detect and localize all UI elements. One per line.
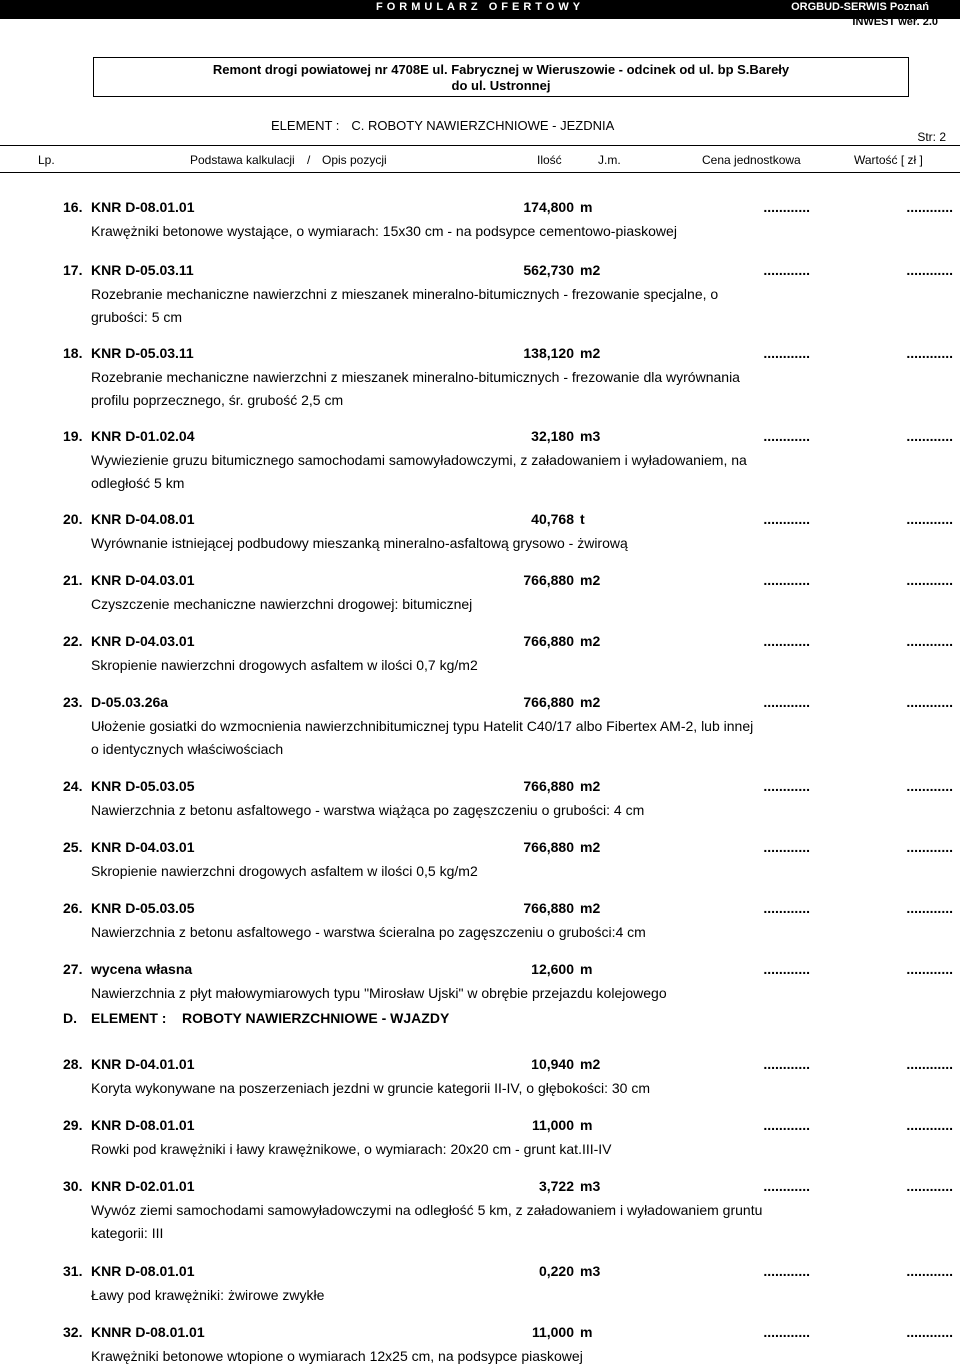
item-unit-price: ............ <box>763 262 810 278</box>
item-number: 24. <box>63 778 83 794</box>
item-summary-line <box>0 1260 960 1282</box>
cost-item-row <box>0 630 960 673</box>
item-code: KNR D-05.03.05 <box>91 778 195 794</box>
project-title-line-2: do ul. Ustronnej <box>451 78 551 93</box>
item-description: Skropienie nawierzchni drogowych asfaltem w ilości 0,7 kg/m2 <box>91 657 478 673</box>
item-number: 28. <box>63 1056 83 1072</box>
item-unit: m <box>580 1117 593 1133</box>
item-unit-price: ............ <box>763 778 810 794</box>
item-unit-price: ............ <box>763 1324 810 1340</box>
item-quantity: 766,880 <box>523 694 574 710</box>
item-unit-price: ............ <box>763 1263 810 1279</box>
software-version: INWEST wer. 2.0 <box>852 16 938 28</box>
item-value: ............ <box>906 778 953 794</box>
cost-item-row <box>0 1114 960 1157</box>
item-summary-line <box>0 342 960 364</box>
item-unit: m <box>580 1324 593 1340</box>
item-unit: m3 <box>580 1263 601 1279</box>
item-value: ............ <box>906 199 953 215</box>
item-quantity: 766,880 <box>523 572 574 588</box>
column-header-unit: J.m. <box>598 153 621 167</box>
section-letter: D. <box>63 1010 77 1026</box>
item-code: KNR D-04.03.01 <box>91 633 195 649</box>
item-value: ............ <box>906 511 953 527</box>
item-unit: m <box>580 961 593 977</box>
item-code: KNR D-02.01.01 <box>91 1178 195 1194</box>
cost-item-row <box>0 1053 960 1096</box>
item-code: wycena własna <box>91 961 193 977</box>
item-description: Rozebranie mechaniczne nawierzchni z mieszanek mineralno-bitumicznych - frezowanie dla wyrównania profilu poprzecznego, śr. grubość 2,5 cm <box>91 369 740 408</box>
item-number: 20. <box>63 511 83 527</box>
item-code: KNR D-05.03.05 <box>91 900 195 916</box>
cost-item-row <box>0 259 960 325</box>
item-unit: t <box>580 511 585 527</box>
item-unit: m2 <box>580 633 601 649</box>
element-label: ELEMENT : <box>271 118 340 133</box>
item-description: Ułożenie gosiatki do wzmocnienia nawierzchnibitumicznej typu Hatelit C40/17 albo Fibertex AM-2, lub innej o identycznych właściwościach <box>91 718 754 757</box>
item-code: D-05.03.26a <box>91 694 169 710</box>
item-quantity: 32,180 <box>531 428 574 444</box>
item-value: ............ <box>906 572 953 588</box>
item-quantity: 562,730 <box>523 262 574 278</box>
item-summary-line <box>0 569 960 591</box>
item-summary-line <box>0 1114 960 1136</box>
item-number: 30. <box>63 1178 83 1194</box>
item-value: ............ <box>906 694 953 710</box>
item-quantity: 766,880 <box>523 900 574 916</box>
item-value: ............ <box>906 961 953 977</box>
item-code: KNR D-08.01.01 <box>91 199 195 215</box>
item-description: Czyszczenie mechaniczne nawierzchni drogowej: bitumicznej <box>91 596 473 612</box>
item-unit: m3 <box>580 1178 601 1194</box>
element-name: C. ROBOTY NAWIERZCHNIOWE - JEZDNIA <box>351 118 615 133</box>
item-quantity: 0,220 <box>538 1263 574 1279</box>
item-summary-line <box>0 259 960 281</box>
item-unit: m2 <box>580 839 601 855</box>
item-value: ............ <box>906 839 953 855</box>
cost-item-row <box>0 691 960 757</box>
item-quantity: 766,880 <box>523 839 574 855</box>
item-code: KNR D-01.02.04 <box>91 428 195 444</box>
item-quantity: 11,000 <box>531 1117 574 1133</box>
cost-item-row <box>0 775 960 818</box>
item-description: Krawężniki betonowe wtopione o wymiarach 12x25 cm, na podsypce piaskowej <box>91 1348 583 1364</box>
cost-item-row <box>0 897 960 940</box>
item-description: Nawierzchnia z betonu asfaltowego - warstwa wiążąca po zagęszczeniu o grubości: 4 cm <box>91 802 645 818</box>
item-description: Krawężniki betonowe wystające, o wymiarach: 15x30 cm - na podsypce cementowo-piaskowej <box>91 223 677 239</box>
cost-item-row <box>0 1175 960 1241</box>
item-unit: m2 <box>580 900 601 916</box>
item-number: 27. <box>63 961 83 977</box>
item-unit-price: ............ <box>763 1178 810 1194</box>
item-quantity: 11,000 <box>531 1324 574 1340</box>
item-value: ............ <box>906 345 953 361</box>
cost-item-row <box>0 1260 960 1303</box>
item-unit-price: ............ <box>763 345 810 361</box>
item-number: 25. <box>63 839 83 855</box>
item-unit-price: ............ <box>763 961 810 977</box>
item-summary-line <box>0 630 960 652</box>
item-value: ............ <box>906 1324 953 1340</box>
item-code: KNR D-04.01.01 <box>91 1056 195 1072</box>
cost-item-row <box>0 196 960 239</box>
cost-item-row <box>0 425 960 491</box>
item-unit: m2 <box>580 262 601 278</box>
item-value: ............ <box>906 428 953 444</box>
item-unit-price: ............ <box>763 199 810 215</box>
cost-item-row <box>0 958 960 1001</box>
item-unit-price: ............ <box>763 572 810 588</box>
section-element-label: ELEMENT : <box>91 1010 167 1026</box>
item-quantity: 766,880 <box>523 778 574 794</box>
item-unit: m3 <box>580 428 601 444</box>
item-summary-line <box>0 897 960 919</box>
item-unit-price: ............ <box>763 1056 810 1072</box>
item-quantity: 10,940 <box>531 1056 574 1072</box>
column-header-separator: / <box>307 153 311 167</box>
item-description: Wyrównanie istniejącej podbudowy mieszanką mineralno-asfaltową grysowo - żwirową <box>91 535 628 551</box>
item-number: 19. <box>63 428 83 444</box>
item-unit-price: ............ <box>763 694 810 710</box>
item-quantity: 766,880 <box>523 633 574 649</box>
cost-item-row <box>0 1321 960 1364</box>
column-header-lp: Lp. <box>38 153 55 167</box>
item-summary-line <box>0 1175 960 1197</box>
item-number: 18. <box>63 345 83 361</box>
item-code: KNNR D-08.01.01 <box>91 1324 205 1340</box>
item-quantity: 40,768 <box>531 511 574 527</box>
form-title: FORMULARZ OFERTOWY <box>376 1 585 13</box>
cost-item-row <box>0 569 960 612</box>
section-element-name: ROBOTY NAWIERZCHNIOWE - WJAZDY <box>182 1010 450 1026</box>
item-code: KNR D-04.08.01 <box>91 511 195 527</box>
item-unit: m2 <box>580 572 601 588</box>
item-value: ............ <box>906 1117 953 1133</box>
item-description: Rozebranie mechaniczne nawierzchni z mieszanek mineralno-bitumicznych - frezowanie specjalne, o grubości: 5 cm <box>91 286 719 325</box>
item-description: Koryta wykonywane na poszerzeniach jezdni w gruncie kategorii II-IV, o głębokości: 30 cm <box>91 1080 650 1096</box>
item-number: 21. <box>63 572 83 588</box>
column-header-value: Wartość [ zł ] <box>854 153 923 167</box>
item-quantity: 138,120 <box>523 345 574 361</box>
item-value: ............ <box>906 633 953 649</box>
cost-item-row <box>0 836 960 879</box>
item-number: 23. <box>63 694 83 710</box>
item-code: KNR D-05.03.11 <box>91 345 194 361</box>
item-unit: m2 <box>580 778 601 794</box>
item-summary-line <box>0 958 960 980</box>
item-unit: m2 <box>580 694 601 710</box>
item-number: 29. <box>63 1117 83 1133</box>
item-unit: m2 <box>580 345 601 361</box>
item-quantity: 12,600 <box>531 961 574 977</box>
item-description: Nawierzchnia z betonu asfaltowego - warstwa ścieralna po zagęszczeniu o grubości:4 cm <box>91 924 646 940</box>
item-value: ............ <box>906 900 953 916</box>
item-value: ............ <box>906 262 953 278</box>
item-number: 16. <box>63 199 83 215</box>
item-number: 26. <box>63 900 83 916</box>
item-unit-price: ............ <box>763 633 810 649</box>
item-unit-price: ............ <box>763 900 810 916</box>
item-summary-line <box>0 508 960 530</box>
item-number: 17. <box>63 262 83 278</box>
item-unit-price: ............ <box>763 511 810 527</box>
column-header-description: Opis pozycji <box>322 153 387 167</box>
item-number: 22. <box>63 633 83 649</box>
item-code: KNR D-04.03.01 <box>91 572 195 588</box>
item-summary-line <box>0 425 960 447</box>
item-number: 32. <box>63 1324 83 1340</box>
item-description: Rowki pod krawężniki i ławy krawężnikowe, o wymiarach: 20x20 cm - grunt kat.III-IV <box>91 1141 612 1157</box>
item-description: Ławy pod krawężniki: żwirowe zwykłe <box>91 1287 325 1303</box>
cost-item-row <box>0 508 960 551</box>
project-title-line-1: Remont drogi powiatowej nr 4708E ul. Fabrycznej w Wieruszowie - odcinek od ul. bp S.Bareły <box>212 62 790 77</box>
item-unit-price: ............ <box>763 839 810 855</box>
item-quantity: 174,800 <box>523 199 574 215</box>
item-summary-line <box>0 775 960 797</box>
item-value: ............ <box>906 1056 953 1072</box>
item-number: 31. <box>63 1263 83 1279</box>
item-quantity: 3,722 <box>538 1178 574 1194</box>
column-header-unit-price: Cena jednostkowa <box>702 153 801 167</box>
column-header-basis: Podstawa kalkulacji <box>190 153 295 167</box>
item-code: KNR D-05.03.11 <box>91 262 194 278</box>
item-description: Skropienie nawierzchni drogowych asfaltem w ilości 0,5 kg/m2 <box>91 863 478 879</box>
item-code: KNR D-04.03.01 <box>91 839 195 855</box>
item-code: KNR D-08.01.01 <box>91 1117 195 1133</box>
section-heading-d <box>63 1010 449 1026</box>
item-summary-line <box>0 836 960 858</box>
item-code: KNR D-08.01.01 <box>91 1263 195 1279</box>
page-number: Str: 2 <box>917 130 946 144</box>
item-description: Wywiezienie gruzu bitumicznego samochodami samowyładowczymi, z załadowaniem i wyładowaniem, na odległość 5 km <box>91 452 747 491</box>
item-unit: m2 <box>580 1056 601 1072</box>
item-value: ............ <box>906 1178 953 1194</box>
item-summary-line <box>0 196 960 218</box>
company-name: ORGBUD-SERWIS Poznań <box>791 1 929 13</box>
item-unit: m <box>580 199 593 215</box>
item-summary-line <box>0 1053 960 1075</box>
item-value: ............ <box>906 1263 953 1279</box>
item-summary-line <box>0 1321 960 1343</box>
cost-item-row <box>0 342 960 408</box>
item-unit-price: ............ <box>763 428 810 444</box>
item-unit-price: ............ <box>763 1117 810 1133</box>
column-header-quantity: Ilość <box>537 153 562 167</box>
item-summary-line <box>0 691 960 713</box>
item-description: Nawierzchnia z płyt małowymiarowych typu "Mirosław Ujski" w obrębie przejazdu kolejowego <box>91 985 667 1001</box>
item-description: Wywóz ziemi samochodami samowyładowczymi na odległość 5 km, z załadowaniem i wyładowaniem gruntu kategorii: III <box>91 1202 763 1241</box>
